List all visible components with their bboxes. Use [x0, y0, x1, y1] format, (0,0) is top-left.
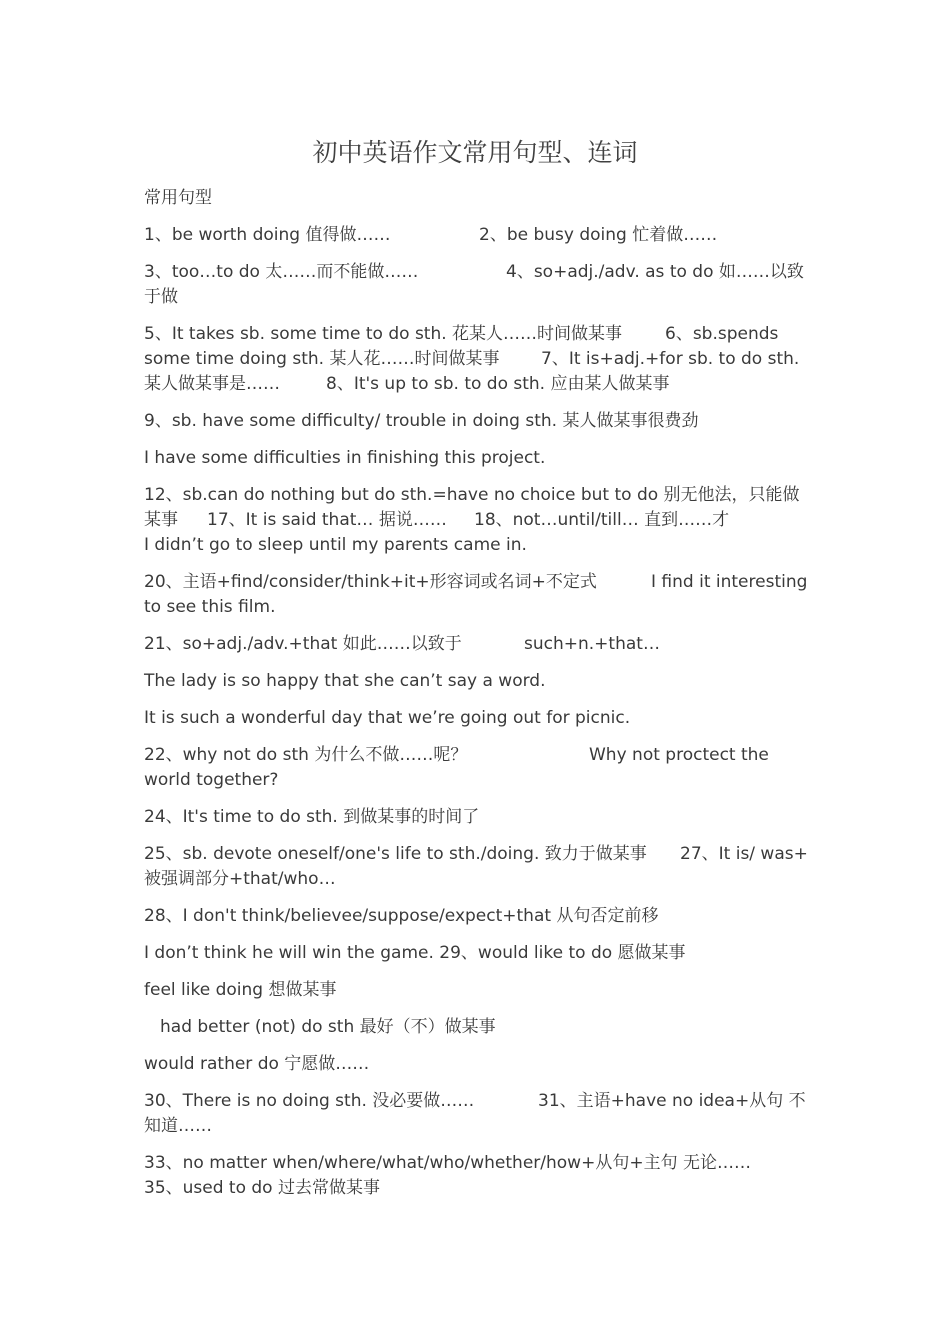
phrase-27-cont: 被强调部分+that/who… [144, 869, 336, 889]
section-label: 常用句型 [144, 188, 212, 208]
line-item [144, 805, 810, 830]
line-item [144, 1089, 810, 1114]
phrase-4-cont: 于做 [144, 287, 178, 307]
line-item [144, 941, 810, 966]
page-title: 初中英语作文常用句型、连词 [312, 138, 638, 167]
phrase-would-rather: would rather do 宁愿做…… [144, 1054, 370, 1074]
line-item [144, 632, 810, 657]
phrase-had-better: had better (not) do sth 最好（不）做某事 [160, 1017, 496, 1037]
line-item [144, 322, 810, 347]
line-item [144, 409, 810, 434]
example-21a: The lady is so happy that she can’t say a word. [144, 671, 546, 691]
phrase-4: 4、so+adj./adv. as to do 如……以致 [506, 262, 804, 282]
phrase-6-cont: some time doing sth. 某人花……时间做某事 [144, 349, 500, 369]
line-item [144, 1151, 810, 1176]
phrase-7: 7、It is+adj.+for sb. to do sth. [541, 349, 800, 369]
phrase-35: 35、used to do 过去常做某事 [144, 1178, 380, 1198]
phrase-12-cont: 某事 [144, 510, 178, 530]
line-item [144, 533, 810, 558]
phrase-31-cont: 知道…… [144, 1116, 212, 1136]
phrase-17: 17、It is said that… 据说…… [207, 510, 447, 530]
line-item [144, 1114, 810, 1139]
phrase-24: 24、It's time to do sth. 到做某事的时间了 [144, 807, 480, 827]
line-item [144, 978, 810, 1003]
example-20-cont: to see this film. [144, 597, 276, 617]
example-28: I don’t think he will win the game. 29、would like to do 愿做某事 [144, 943, 686, 963]
line-item [144, 904, 810, 929]
line-item [144, 223, 810, 248]
line-item [144, 260, 810, 285]
phrase-25: 25、sb. devote oneself/one's life to sth./doing. 致力于做某事 [144, 844, 647, 864]
phrase-1: 1、be worth doing 值得做…… [144, 225, 391, 245]
example-21b: It is such a wonderful day that we’re going out for picnic. [144, 708, 631, 728]
phrase-27: 27、It is/ was+ [680, 844, 808, 864]
phrase-9: 9、sb. have some difficulty/ trouble in doing sth. 某人做某事很费劲 [144, 411, 699, 431]
phrase-3: 3、too…to do 太……而不能做…… [144, 262, 419, 282]
line-item [144, 483, 810, 508]
phrase-7-cont: 某人做某事是…… [144, 374, 280, 394]
line-item [144, 768, 810, 793]
line-item [144, 743, 810, 768]
line-item [144, 1015, 810, 1040]
phrase-6: 6、sb.spends [665, 324, 779, 344]
phrase-5: 5、It takes sb. some time to do sth. 花某人……时间做某事 [144, 324, 623, 344]
line-item [144, 285, 810, 310]
line-item [144, 669, 810, 694]
line-item [144, 867, 810, 892]
phrase-feel-like: feel like doing 想做某事 [144, 980, 337, 1000]
phrase-2: 2、be busy doing 忙着做…… [479, 225, 718, 245]
section-heading [144, 186, 810, 211]
example-20: I find it interesting [651, 572, 808, 592]
phrase-33: 33、no matter when/where/what/who/whether/how+从句+主句 无论…… [144, 1153, 751, 1173]
example-9: I have some difficulties in finishing this project. [144, 448, 546, 468]
example-22: Why not proctect the [589, 745, 769, 765]
line-item [144, 842, 810, 867]
phrase-30: 30、There is no doing sth. 没必要做…… [144, 1091, 475, 1111]
phrase-18: 18、not…until/till… 直到……才 [474, 510, 730, 530]
example-18: I didn’t go to sleep until my parents came in. [144, 535, 527, 555]
line-item [144, 706, 810, 731]
line-item [144, 347, 810, 372]
line-item [144, 1176, 810, 1201]
phrase-8: 8、It's up to sb. to do sth. 应由某人做某事 [326, 374, 670, 394]
line-item [144, 1052, 810, 1077]
example-22-cont: world together? [144, 770, 279, 790]
line-item [144, 570, 810, 595]
line-item [144, 595, 810, 620]
phrase-21: 21、so+adj./adv.+that 如此……以致于 [144, 634, 462, 654]
phrase-28: 28、I don't think/believee/suppose/expect+that 从句否定前移 [144, 906, 659, 926]
line-item [144, 446, 810, 471]
phrase-22: 22、why not do sth 为什么不做……呢？ [144, 745, 468, 765]
phrase-12: 12、sb.can do nothing but do sth.=have no choice but to do 别无他法，只能做 [144, 485, 800, 505]
line-item [144, 372, 810, 397]
phrase-31: 31、主语+have no idea+从句 不 [538, 1091, 806, 1111]
phrase-20: 20、主语+find/consider/think+it+形容词或名词+不定式 [144, 572, 597, 592]
phrase-21b: such+n.+that… [524, 634, 660, 654]
line-item [144, 508, 810, 533]
